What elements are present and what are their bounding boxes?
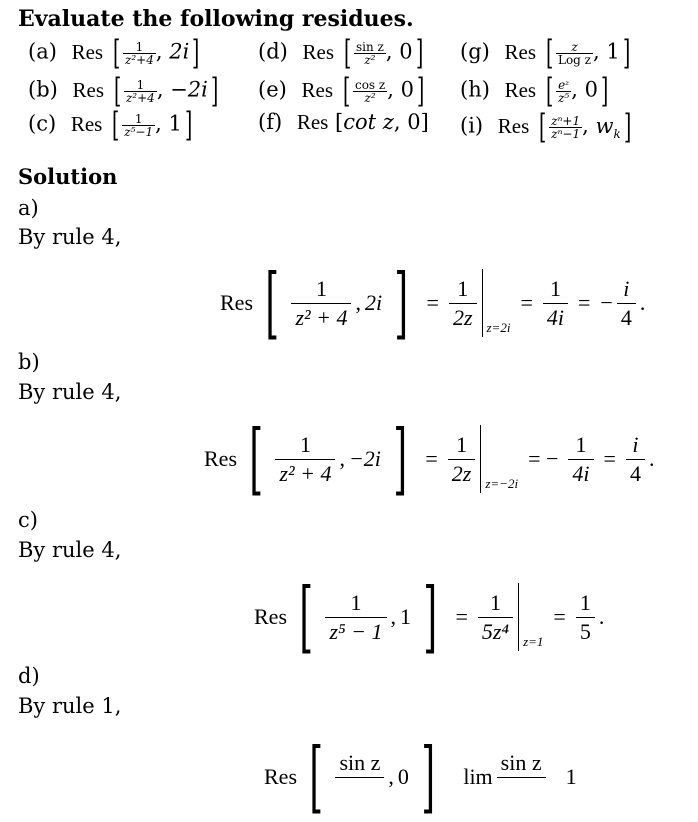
problem-e: (e) Res [ $\frac{\text{cos z}}{\text{z²}}$ , 0] [258,71,425,111]
part-letter: b) [18,350,40,374]
equation-a: Res [ $\frac{1}{\text{z² + 4}}$ , 2i ] = $\frac{1}{2z}$ z=2i = $\frac{1}{4i}$ = − $\frac{i}{4}$ . [220,258,646,348]
problem-label: (a) [28,39,57,64]
problem-label: (i) [460,113,484,138]
problem-label: (d) [258,39,288,64]
equation-b: Res [ $\frac{1}{\text{z² + 4}}$ , −2i ] = $\frac{1}{2z}$ z=−2i = − $\frac{1}{4i}$ = $\frac{i}{4}$ . [204,414,655,504]
problem-label: (f) [258,110,283,134]
part-letter: a) [18,196,39,220]
rule-text: By rule 4, [18,225,122,249]
page-title: Evaluate the following residues. [18,6,414,32]
problem-g: (g) Res [ $\frac{z}{\text{Log z}}$ , 1] [460,33,631,73]
problem-label: (e) [258,77,287,102]
problem-label: (g) [460,39,490,64]
problem-b: (b) Res [ $\frac{1}{\text{z²+4}}$ , −2i] [28,71,219,111]
equation-d: Res [ sin z , 0 ] lim sin z 1 [264,732,577,822]
problem-a: (a) Res [ $\frac{1}{\text{z²+4}}$ , 2i] [28,33,200,73]
rule-text: By rule 4, [18,380,122,404]
problem-h: (h) Res [ $\frac{\text{eᶻ}}{\text{z⁵}}$ , 0] [460,71,609,111]
rule-text: By rule 4, [18,538,122,562]
problem-label: (c) [28,111,57,136]
problem-label: (h) [460,77,490,102]
solution-heading: Solution [18,164,118,189]
problem-f: (f) Res [cot z, 0] [258,110,429,134]
problem-i: (i) Res [ $\frac{\text{zⁿ+1}}{\text{zⁿ−1}}$ , $w_k$] [460,107,632,147]
part-letter: c) [18,508,38,532]
problem-label: (b) [28,77,58,102]
rule-text: By rule 1, [18,694,122,718]
problem-d: (d) Res [ $\frac{\text{sin z}}{\text{z²}}$ , 0] [258,33,423,73]
part-letter: d) [18,664,40,688]
problem-c: (c) Res [ $\frac{1}{\text{z⁵−1}}$ , 1] [28,105,193,145]
equation-c: Res [ $\frac{1}{\text{z⁵ − 1}}$ , 1 ] = $\frac{1}{\text{5z⁴}}$ z=1 = $\frac{1}{5}$ . [254,572,605,662]
